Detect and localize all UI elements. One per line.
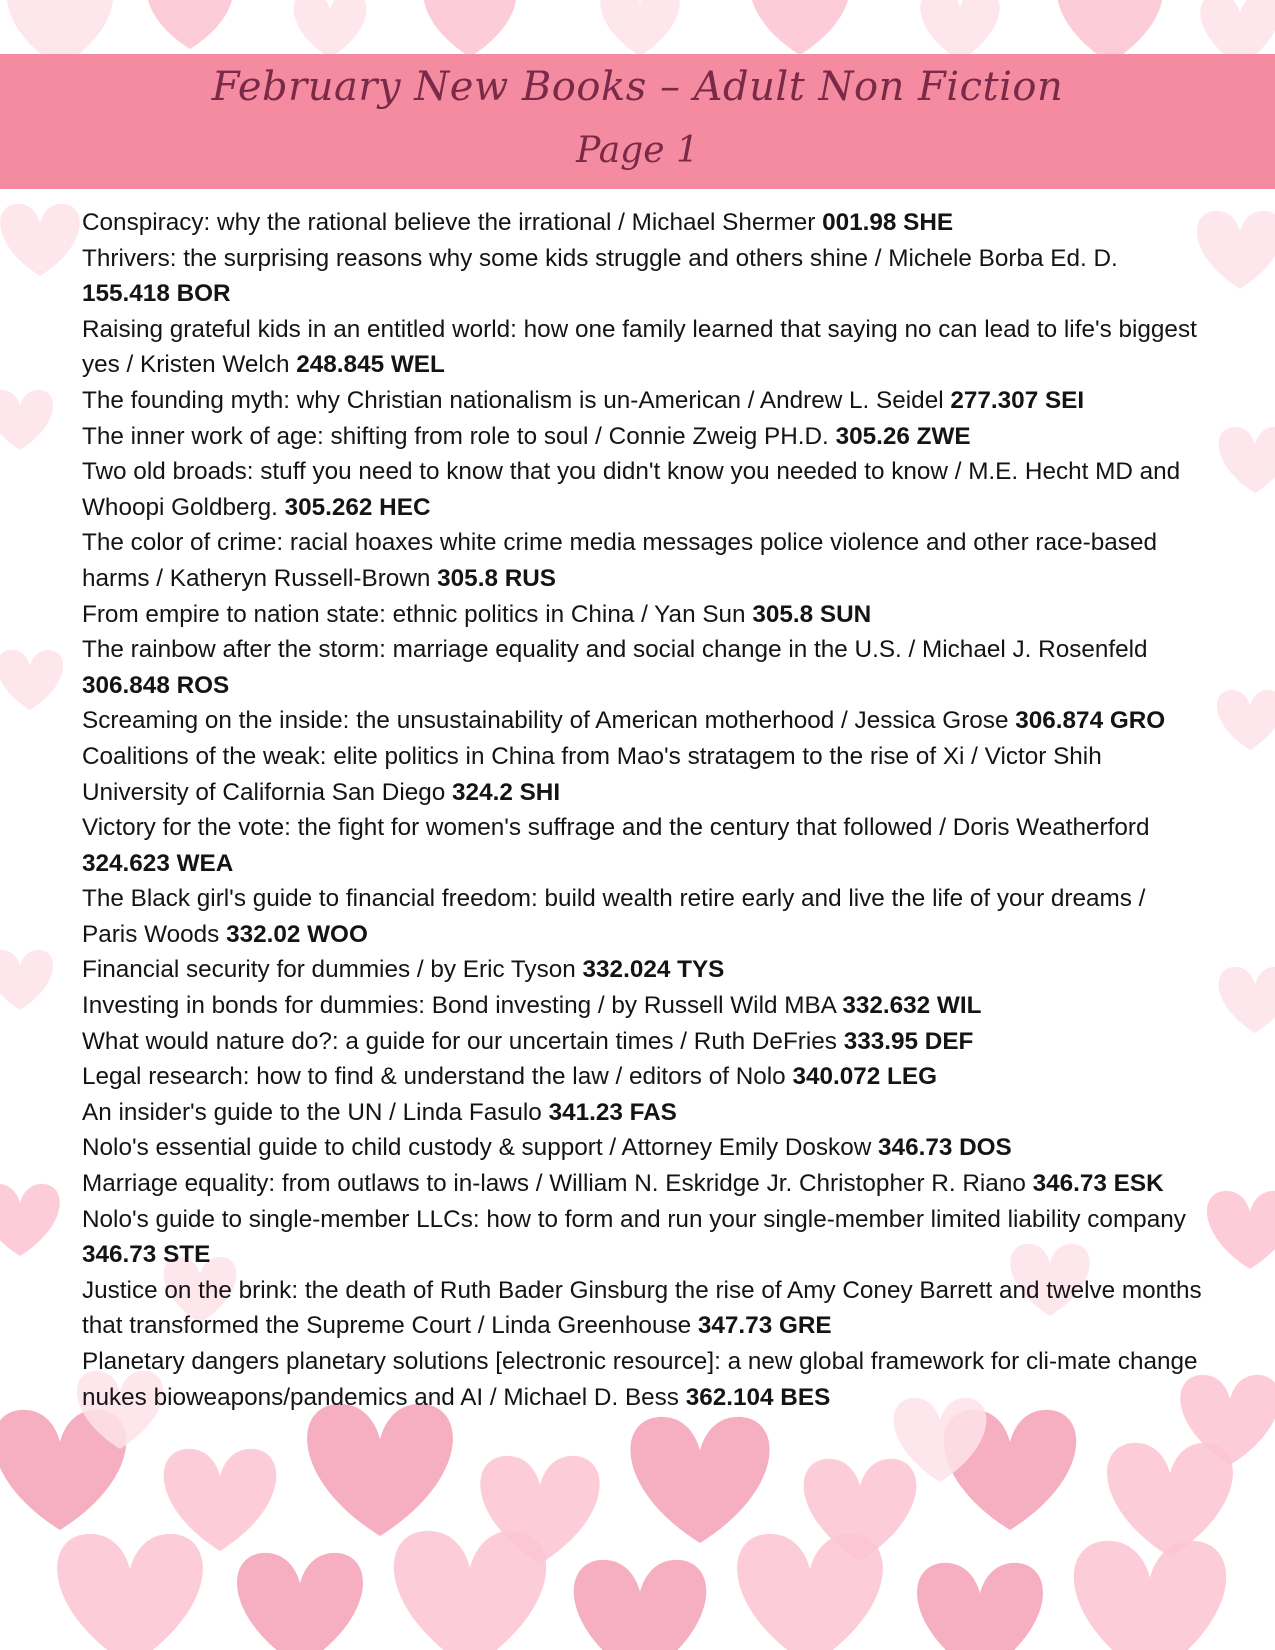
book-title-author: What would nature do?: a guide for our uncertain times / Ruth DeFries [82, 1027, 837, 1055]
book-entry [82, 1059, 1202, 1095]
heart-decoration [1107, 1443, 1233, 1557]
call-number: 305.26 ZWE [835, 422, 971, 450]
heart-decoration [424, 0, 517, 57]
call-number: 001.98 SHE [822, 209, 954, 236]
call-number: 341.23 FAS [548, 1098, 677, 1126]
book-title-author: Nolo's guide to single-member LLCs: how to form and run your single-member limited liability company [82, 1205, 1186, 1233]
book-entry [82, 703, 1202, 739]
book-entry [82, 881, 1202, 952]
book-title-author: Raising grateful kids in an entitled world: how one family learned that saying no can lead to life's biggest yes / Kristen Welch [82, 315, 1197, 379]
call-number: 332.02 WOO [226, 920, 368, 948]
heart-decoration [147, 0, 233, 49]
book-entry [82, 1166, 1202, 1202]
heart-decoration [0, 390, 53, 450]
call-number: 324.623 WEA [82, 849, 234, 877]
call-number: 333.95 DEF [843, 1027, 974, 1055]
book-title-author: Financial security for dummies / by Eric Tyson [82, 956, 576, 984]
book-title-author: Thrivers: the surprising reasons why some kids struggle and others shine / Michele Borba Ed. D. [82, 244, 1118, 272]
book-title-author: The rainbow after the storm: marriage equality and social change in the U.S. / Michael J. Rosenfeld [82, 636, 1148, 664]
heart-decoration [1197, 211, 1275, 289]
heart-decoration [917, 1563, 1043, 1650]
call-number: 332.632 WIL [842, 992, 982, 1020]
book-title-author: The color of crime: racial hoaxes white crime media messages police violence and other race-based harms / Katheryn Russell-Brown [82, 529, 1157, 592]
call-number: 305.8 SUN [752, 600, 872, 628]
heart-decoration [0, 950, 53, 1010]
book-entry [82, 1202, 1202, 1273]
page-title: February New Books – Adult Non Fiction [211, 64, 1064, 110]
book-entry [82, 1344, 1202, 1415]
book-title-author: The Black girl's guide to financial freedom: build wealth retire early and live the life of your dreams / Paris Woods [82, 885, 1146, 948]
heart-decoration [1217, 690, 1275, 750]
call-number: 340.072 LEG [792, 1063, 937, 1091]
heart-decoration [307, 1404, 453, 1536]
book-entry [82, 419, 1202, 455]
heart-decoration [294, 0, 367, 58]
heart-decoration [630, 1417, 769, 1543]
call-number: 362.104 BES [685, 1383, 831, 1411]
heart-decoration [600, 0, 680, 56]
title-banner [0, 54, 1275, 189]
book-entry [82, 952, 1202, 988]
book-title-author: Nolo's essential guide to child custody & support / Attorney Emily Doskow [82, 1134, 872, 1162]
book-entry [82, 810, 1202, 881]
book-title-author: Screaming on the inside: the unsustainability of American motherhood / Jessica Grose [82, 707, 1009, 735]
heart-decoration [57, 1534, 203, 1650]
heart-decoration [920, 0, 1000, 61]
book-title-author: Marriage equality: from outlaws to in-laws / William N. Eskridge Jr. Christopher R. Riano [82, 1170, 1026, 1198]
book-entry [82, 383, 1202, 419]
book-entry [82, 205, 1202, 241]
book-title-author: From empire to nation state: ethnic politics in China / Yan Sun [82, 600, 746, 628]
call-number: 306.874 GRO [1015, 707, 1166, 735]
book-title-author: Victory for the vote: the fight for women's suffrage and the century that followed / Doris Weatherford [82, 814, 1150, 842]
book-title-author: Investing in bonds for dummies: Bond investing / by Russell Wild MBA [82, 992, 836, 1020]
book-entry [82, 1130, 1202, 1166]
book-entry [82, 1024, 1202, 1060]
book-title-author: Coalitions of the weak: elite politics in China from Mao's stratagem to the rise of Xi / Victor Shih University of California San Diego [82, 742, 1102, 806]
book-entry [82, 739, 1202, 810]
book-title-author: Justice on the brink: the death of Ruth Bader Ginsburg the rise of Amy Coney Barrett and twelve months that transformed the Supreme Court / Linda Greenhouse [82, 1276, 1202, 1340]
call-number: 346.73 ESK [1032, 1170, 1164, 1198]
call-number: 305.8 RUS [437, 564, 557, 592]
page-number-label: Page 1 [576, 130, 699, 171]
book-list [82, 205, 1202, 1415]
call-number: 346.73 DOS [878, 1134, 1012, 1162]
book-title-author: The inner work of age: shifting from role to soul / Connie Zweig PH.D. [82, 422, 829, 450]
book-title-author: Planetary dangers planetary solutions [electronic resource]: a new global framework for cli-mate change nukes bioweapons/pandemics and AI / Michael D. Bess [82, 1348, 1198, 1411]
book-title-author: Legal research: how to find & understand the law / editors of Nolo [82, 1063, 786, 1091]
book-entry [82, 241, 1202, 312]
book-entry [82, 1273, 1202, 1344]
heart-decoration [237, 1553, 363, 1650]
book-entry [82, 988, 1202, 1024]
call-number: 306.848 ROS [82, 671, 230, 699]
book-entry [82, 525, 1202, 596]
book-entry [82, 597, 1202, 633]
book-entry [82, 1095, 1202, 1131]
heart-decoration [737, 1534, 883, 1650]
call-number: 332.024 TYS [582, 956, 725, 984]
book-entry [82, 312, 1202, 383]
call-number: 155.418 BOR [82, 280, 231, 308]
book-title-author: The founding myth: why Christian nationalism is un-American / Andrew L. Seidel [82, 386, 944, 414]
heart-decoration [0, 1184, 60, 1256]
heart-decoration [574, 1560, 707, 1650]
book-title-author: Two old broads: stuff you need to know that you didn't know you needed to know / M.E. Hecht MD and Whoopi Goldberg. [82, 458, 1181, 521]
book-entry [82, 454, 1202, 525]
heart-decoration [1074, 1541, 1226, 1650]
call-number: 347.73 GRE [697, 1312, 832, 1340]
call-number: 324.2 SHI [452, 778, 561, 806]
book-title-author: Conspiracy: why the rational believe the irrational / Michael Shermer [82, 209, 816, 236]
book-title-author: An insider's guide to the UN / Linda Fasulo [82, 1098, 542, 1126]
heart-decoration [1219, 967, 1275, 1033]
heart-decoration [750, 0, 849, 55]
heart-decoration [1207, 1191, 1275, 1269]
book-entry [82, 632, 1202, 703]
call-number: 305.262 HEC [284, 493, 431, 521]
call-number: 248.845 WEL [296, 351, 445, 379]
heart-decoration [1219, 427, 1275, 493]
call-number: 277.307 SEI [950, 386, 1085, 414]
heart-decoration [394, 1531, 546, 1650]
heart-decoration [0, 650, 63, 710]
heart-decoration [0, 204, 80, 276]
call-number: 346.73 STE [82, 1241, 211, 1269]
